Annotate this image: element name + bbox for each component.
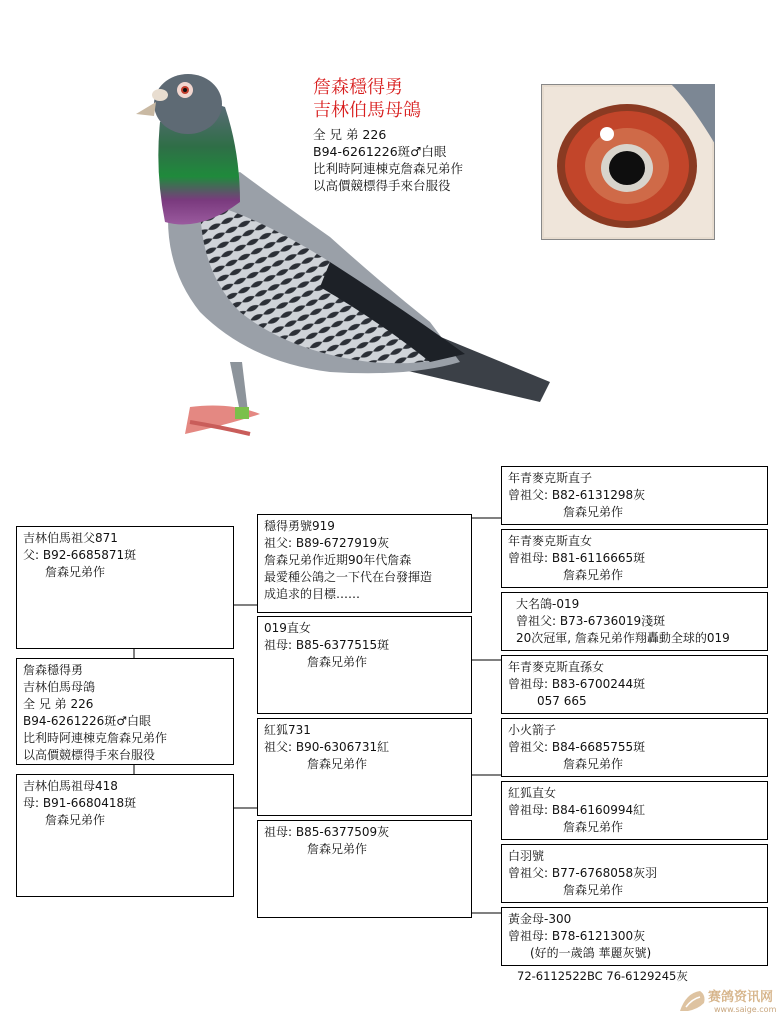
intro-title xyxy=(313,76,421,122)
box-line: 詹森兄弟作 xyxy=(563,757,624,771)
box-line: 成追求的目標…… xyxy=(264,587,361,601)
watermark-text: 赛鸽资讯网 xyxy=(708,990,774,1005)
box-line: 母: B91-6680418斑 xyxy=(23,796,137,810)
box-line: 詹森穩得勇 xyxy=(23,663,84,677)
box-line: B94-6261226斑♂白眼 xyxy=(23,714,152,728)
box-line: 小火箭子 xyxy=(508,723,557,737)
intro-line: 以高價競標得手來台服役 xyxy=(313,178,451,193)
box-line: 詹森兄弟作 xyxy=(563,883,624,897)
box-line: 祖父: B90-6306731紅 xyxy=(264,740,390,754)
intro-line: B94-6261226斑♂白眼 xyxy=(313,144,447,159)
pedigree-box-sire-sire xyxy=(16,526,234,649)
intro-details xyxy=(313,126,463,194)
box-line: 詹森兄弟作 xyxy=(45,565,106,579)
box-line: 詹森兄弟作 xyxy=(307,655,368,669)
box-line: 年青麥克斯直子 xyxy=(508,471,593,485)
box-line: 吉林伯馬母鴿 xyxy=(23,680,96,694)
pedigree-box-g3-5 xyxy=(501,718,768,777)
intro-title-line2: 吉林伯馬母鴿 xyxy=(313,100,421,121)
pedigree-box-g2-4 xyxy=(257,820,472,918)
box-line: 20次冠軍, 詹森兄弟作翔轟動全球的019 xyxy=(516,631,730,645)
box-line: 曾祖母: B78-6121300灰 xyxy=(508,929,646,943)
box-line: 曾祖母: B83-6700244斑 xyxy=(508,677,646,691)
pedigree-box-g3-4 xyxy=(501,655,768,714)
box-line: 穩得勇號919 xyxy=(264,519,335,533)
box-line: 祖父: B89-6727919灰 xyxy=(264,536,390,550)
box-line: 全 兄 弟 226 xyxy=(23,697,94,711)
box-line: 年青麥克斯直女 xyxy=(508,534,593,548)
box-line: 最愛種公鴿之一下代在台發揮造 xyxy=(264,570,433,584)
box-line: 紅狐直女 xyxy=(508,786,557,800)
pedigree-box-subject xyxy=(16,658,234,765)
pedigree-box-g2-3 xyxy=(257,718,472,816)
pigeon-eye-photo xyxy=(541,84,715,240)
box-line: 曾祖母: B84-6160994紅 xyxy=(508,803,646,817)
pedigree-box-g2-1 xyxy=(257,514,472,613)
box-line: 曾祖父: B82-6131298灰 xyxy=(508,488,646,502)
box-line: 黃金母-300 xyxy=(508,912,572,926)
box-line: 詹森兄弟作 xyxy=(563,505,624,519)
box-line: 大名鴿-019 xyxy=(516,597,580,611)
intro-line: 全 兄 弟 226 xyxy=(313,127,387,142)
box-line: 白羽號 xyxy=(508,849,545,863)
pedigree-box-g3-8 xyxy=(501,907,768,966)
box-line: 年青麥克斯直孫女 xyxy=(508,660,605,674)
intro-line: 比利時阿連棟克詹森兄弟作 xyxy=(313,161,464,176)
pedigree-box-g3-6 xyxy=(501,781,768,840)
box-line: (好的一歲鴿 華麗灰號) xyxy=(530,946,652,960)
box-line: 詹森兄弟作 xyxy=(45,813,106,827)
watermark-url: www.saige.com xyxy=(714,1005,777,1014)
box-line: 父: B92-6685871斑 xyxy=(23,548,137,562)
pedigree-box-g3-1 xyxy=(501,466,768,525)
pedigree-box-dam-dam xyxy=(16,774,234,897)
box-line: 曾祖父: B77-6768058灰羽 xyxy=(508,866,658,880)
box-line: 詹森兄弟作 xyxy=(307,842,368,856)
box-line: 019直女 xyxy=(264,621,311,635)
box-line: 以高價競標得手來台服役 xyxy=(23,748,156,762)
box-line: 吉林伯馬祖母418 xyxy=(23,779,118,793)
box-line: 057 665 xyxy=(537,694,587,708)
box-line: 詹森兄弟作 xyxy=(563,820,624,834)
box-line: 吉林伯馬祖父871 xyxy=(23,531,118,545)
pedigree-box-g3-3 xyxy=(501,592,768,651)
pedigree-box-g3-7 xyxy=(501,844,768,903)
box-line: 紅狐731 xyxy=(264,723,311,737)
box-line: 比利時阿連棟克詹森兄弟作 xyxy=(23,731,168,745)
box-line: 祖母: B85-6377515斑 xyxy=(264,638,390,652)
pedigree-box-g3-2 xyxy=(501,529,768,588)
intro-title-line1: 詹森穩得勇 xyxy=(313,77,403,98)
box-line: 曾祖父: B84-6685755斑 xyxy=(508,740,646,754)
box-line: 祖母: B85-6377509灰 xyxy=(264,825,390,839)
bottom-note: 72-6112522BC 76-6129245灰 xyxy=(517,969,688,983)
box-line: 詹森兄弟作近期90年代詹森 xyxy=(264,553,412,567)
box-line: 曾祖母: B81-6116665斑 xyxy=(508,551,646,565)
box-line: 曾祖父: B73-6736019淺斑 xyxy=(516,614,666,628)
pedigree-box-g2-2 xyxy=(257,616,472,714)
box-line: 詹森兄弟作 xyxy=(307,757,368,771)
box-line: 詹森兄弟作 xyxy=(563,568,624,582)
